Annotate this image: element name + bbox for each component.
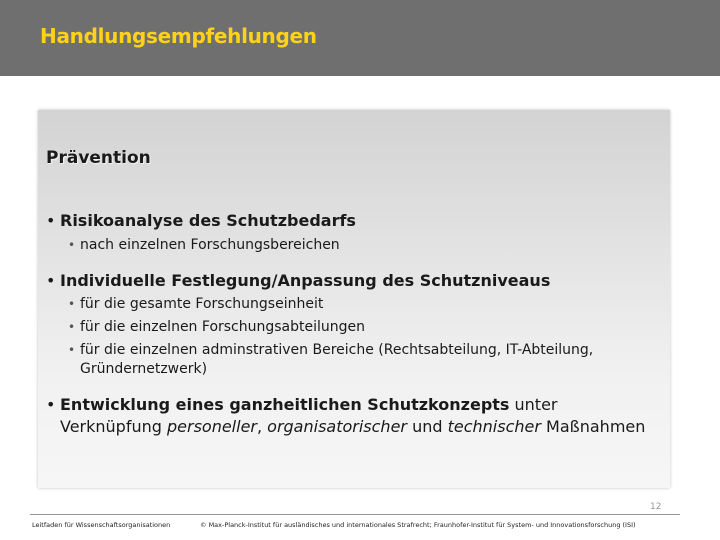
slide-title: Handlungsempfehlungen [40, 24, 317, 48]
bullet-icon: • [68, 238, 76, 252]
sub-list-item [68, 295, 658, 314]
list-item-text-fragment: , [256, 417, 268, 436]
bullet-icon: • [68, 320, 76, 334]
page-number: 12 [650, 502, 662, 512]
bullet-icon: • [46, 271, 56, 290]
sub-list-item [68, 341, 658, 379]
bullet-icon: • [68, 343, 76, 357]
list-item-bold-text: Entwicklung eines ganzheitlichen Schutzkonzepts [60, 395, 510, 414]
list-item-text-fragment: unter Verknüpfung [60, 395, 558, 436]
list-item [46, 270, 656, 292]
footer-divider [30, 514, 680, 515]
list-item-italic-text: technischer [447, 417, 541, 436]
list-item-italic-text: personeller [166, 417, 257, 436]
section-title: Prävention [46, 148, 151, 168]
list-item-text: Individuelle Festlegung/Anpassung des Schutzniveaus [60, 271, 551, 290]
list-item-text: Risikoanalyse des Schutzbedarfs [60, 211, 356, 230]
footer-copyright: © Max-Planck-Institut für ausländisches und internationales Strafrecht; Fraunhofer-Institut für System- und Innovationsforschung (ISI) [200, 521, 636, 529]
list-item [46, 210, 656, 232]
bullet-icon: • [46, 211, 56, 230]
footer [0, 500, 720, 540]
header-bar [0, 0, 720, 76]
list-item-text-fragment: und [407, 417, 448, 436]
content-panel [38, 110, 670, 488]
list-item-text-fragment: Maßnahmen [540, 417, 646, 436]
footer-left-text: Leitfaden für Wissenschaftsorganisationen [32, 521, 171, 529]
list-item-text [60, 394, 656, 438]
bullet-icon: • [68, 297, 76, 311]
sub-list-item-text: für die gesamte Forschungseinheit [80, 296, 324, 312]
list-item [46, 394, 656, 438]
sub-list-item [68, 236, 658, 255]
sub-list-item-text: für die einzelnen adminstrativen Bereiche (Rechtsabteilung, IT-Abteilung, Gründernetzwerk) [80, 342, 594, 377]
bullet-icon: • [46, 395, 56, 414]
sub-list-item-text: für die einzelnen Forschungsabteilungen [80, 319, 366, 335]
sub-list-item-text: nach einzelnen Forschungsbereichen [80, 237, 340, 253]
sub-list-item [68, 318, 658, 337]
list-item-italic-text: organisatorischer [267, 417, 407, 436]
